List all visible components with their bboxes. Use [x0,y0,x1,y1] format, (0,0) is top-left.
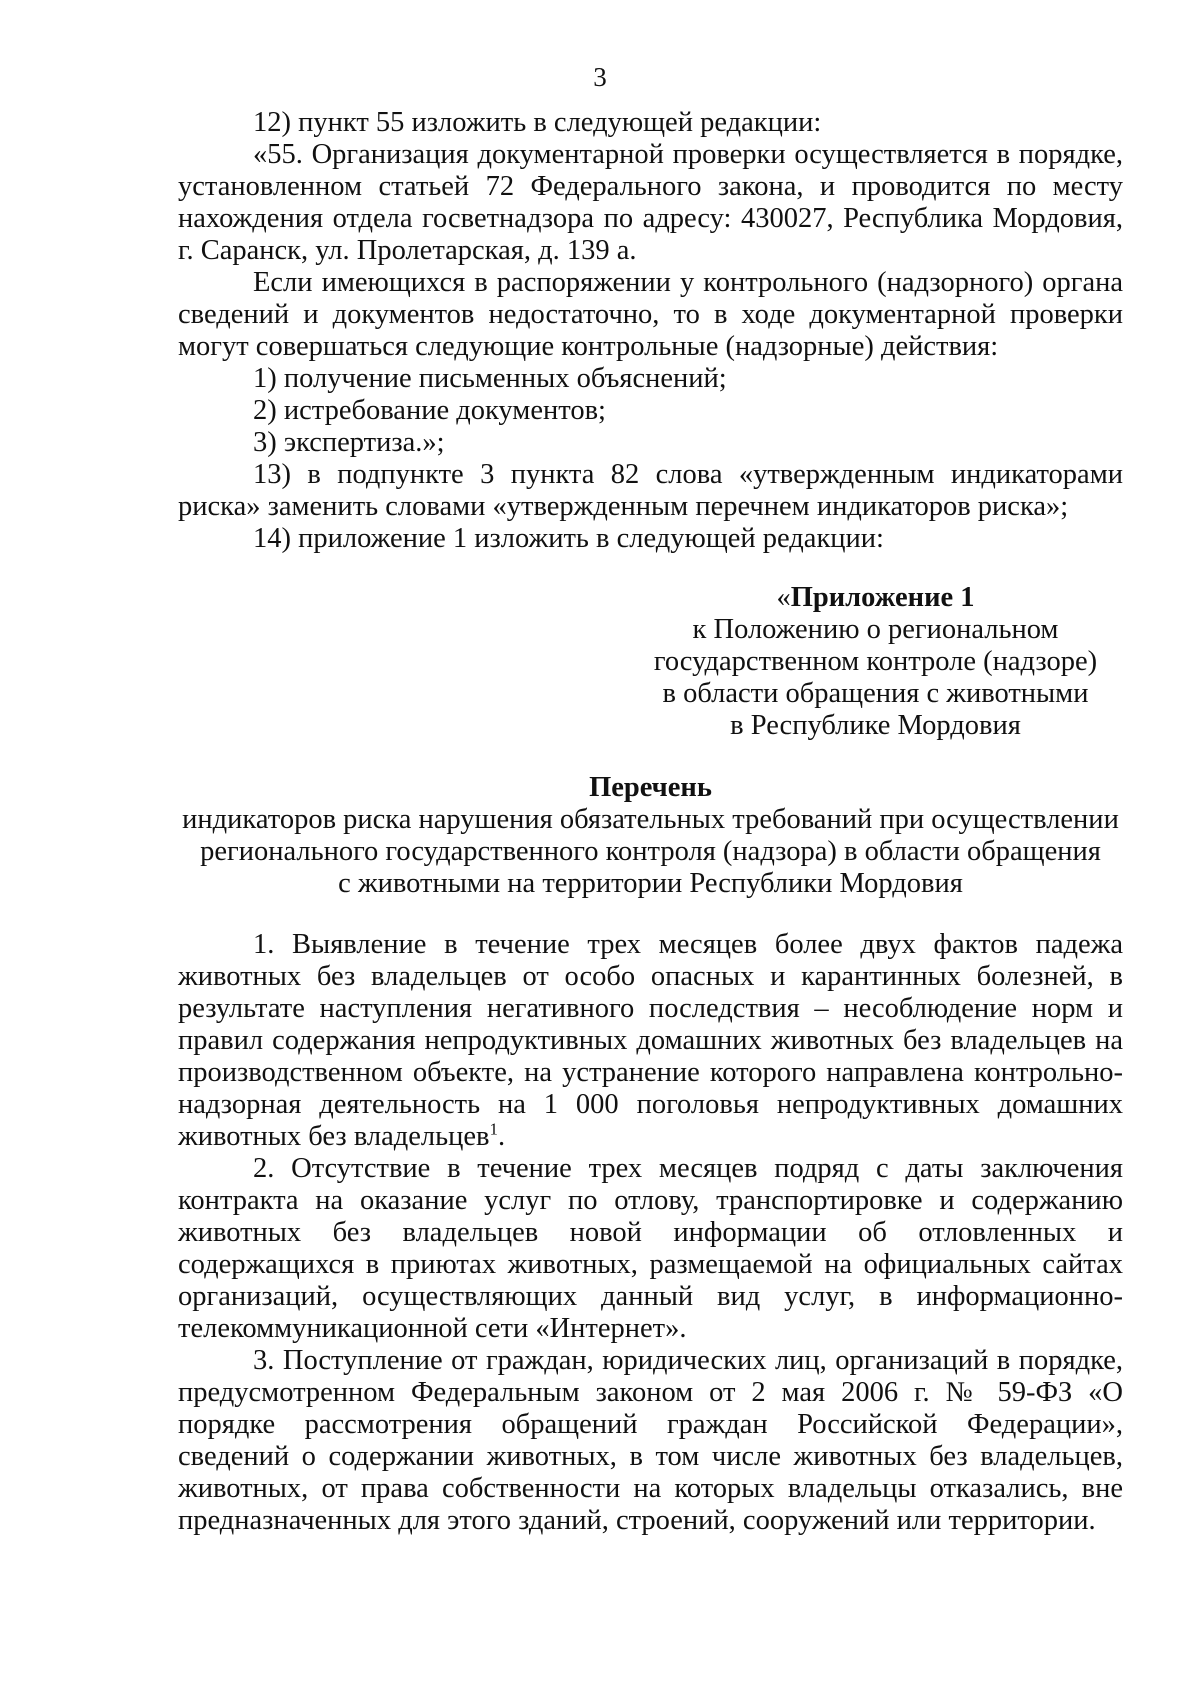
appendix-line: в Республике Мордовия [730,710,1021,741]
indicator-item-1-end: . [498,1121,506,1152]
amendment-item-13: 13) в подпункте 3 пункта 82 слова «утвержденным индикаторами риска» заменить словами «утвержденным перечнем индикаторов риска»; [178,459,1123,522]
page-number: 3 [593,62,607,92]
appendix-line: государственном контроле (надзоре) [653,646,1098,677]
point-55-actions-intro: Если имеющихся в распоряжении у контрольного (надзорного) органа сведений и документов недостаточно, то в ходе документарной проверки могут совершаться следующие контрольные (надзорные) действия: [178,267,1123,362]
action-item-2: 2) истребование документов; [253,395,606,426]
indicator-item-1 [178,929,1123,1153]
appendix-quote-mark: « [776,582,791,613]
indicator-item-3: 3. Поступление от граждан, юридических лиц, организаций в порядке, предусмотренном Федеральным законом от 2 мая 2006 г. № 59-ФЗ «О порядке рассмотрения обращений граждан Российской Федерации», сведений о содержании животных, в том числе животных без владельцев, животных, от права собственности на которых владельцы отказались, вне предназначенных для этого зданий, строений, сооружений или территории. [178,1345,1123,1536]
amendment-item-12: 12) пункт 55 изложить в следующей редакции: [253,107,822,138]
list-subtitle-line: с животными на территории Республики Мордовия [338,868,963,899]
footnote-ref: 1 [489,1119,498,1139]
document-body [178,107,1123,1537]
appendix-line: в области обращения с животными [662,678,1089,709]
appendix-heading [628,582,1123,742]
action-item-3: 3) экспертиза.»; [253,427,445,458]
list-title: Перечень [589,772,712,803]
list-heading [178,772,1123,900]
appendix-title: Приложение 1 [790,582,975,613]
indicator-item-2: 2. Отсутствие в течение трех месяцев подряд с даты заключения контракта на оказание услуг по отлову, транспортировке и содержанию животных без владельцев новой информации об отловленных и содержащихся в приютах животных, размещаемой на официальных сайтах организаций, осуществляющих данный вид услуг, в информационно-телекоммуникационной сети «Интернет». [178,1153,1123,1344]
indicator-item-1-text: 1. Выявление в течение трех месяцев более двух фактов падежа животных без владельцев от особо опасных и карантинных болезней, в результате наступления негативного последствия – несоблюдение норм и правил содержания непродуктивных домашних животных без владельцев на производственном объекте, на устранение которого направлена контрольно-надзорная деятельность на 1 000 поголовья непродуктивных домашних животных без владельцев [178,929,1123,1152]
appendix-line: к Положению о региональном [692,614,1059,645]
list-subtitle-line: индикаторов риска нарушения обязательных требований при осуществлении [182,804,1119,835]
action-item-1: 1) получение письменных объяснений; [253,363,727,394]
point-55-text: «55. Организация документарной проверки осуществляется в порядке, установленном статьей 72 Федерального закона, и проводится по месту нахождения отдела госветнадзора по адресу: 430027, Республика Мордовия, г. Саранск, ул. Пролетарская, д. 139 а. [178,139,1123,266]
amendment-item-14: 14) приложение 1 изложить в следующей редакции: [253,523,884,554]
list-subtitle-line: регионального государственного контроля (надзора) в области обращения [200,836,1101,867]
